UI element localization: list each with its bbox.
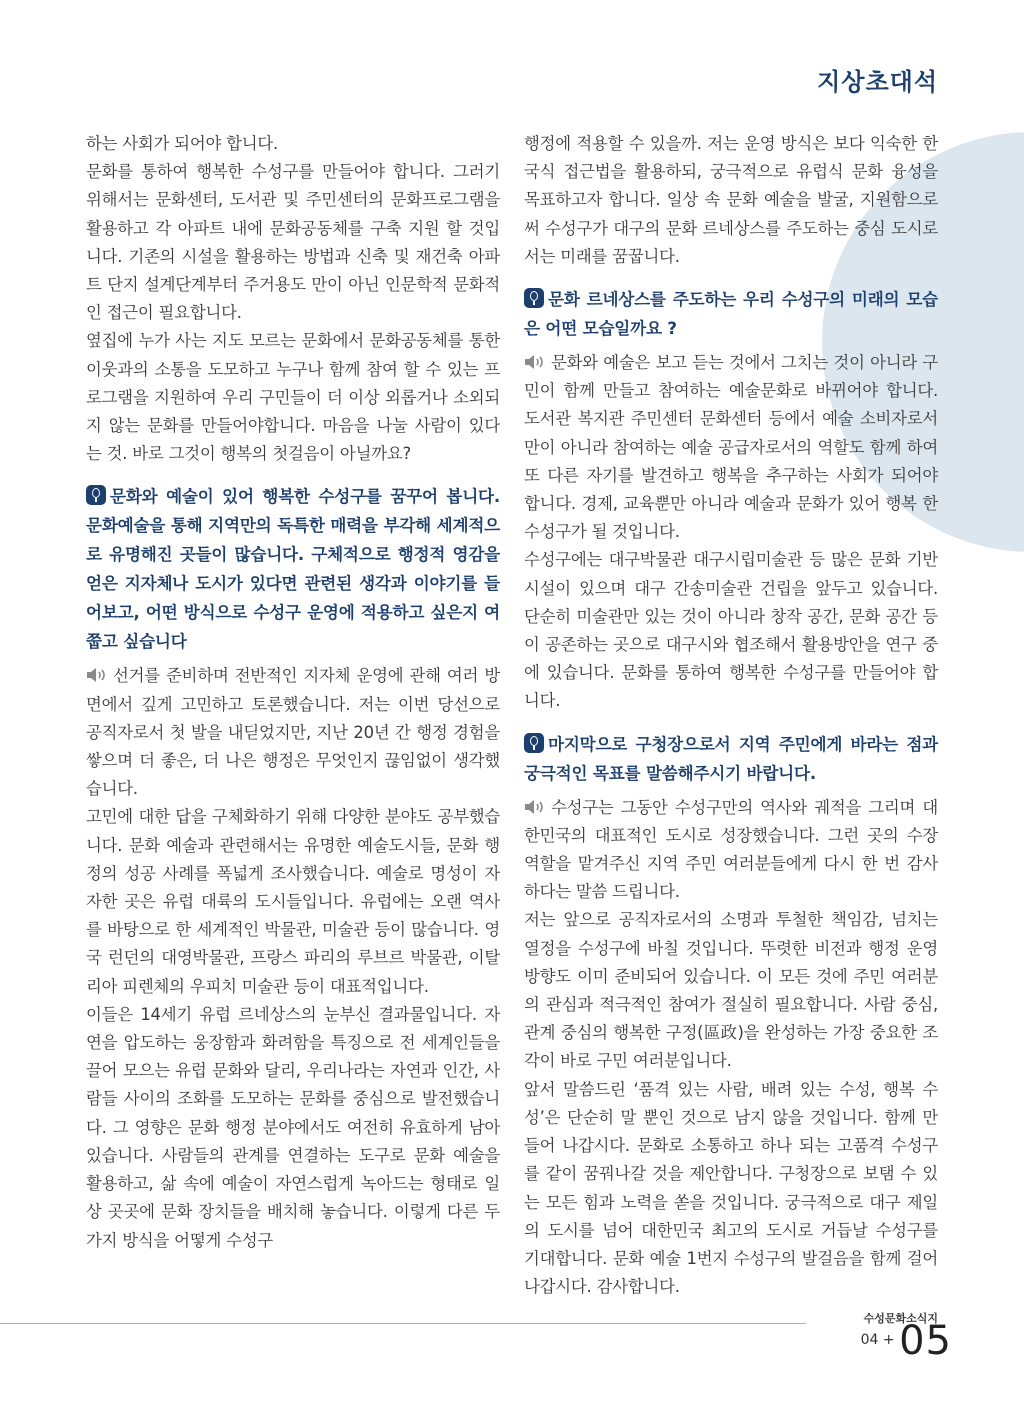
answer-text: 문화와 예술은 보고 듣는 것에서 그치는 것이 아니라 구민이 함께 만들고 참여하는 예술문화로 바뀌어야 합니다. 도서관 복지관 주민센터 문화센터 등에서 예술 소비자로서만이 아니라 참여하는 예술 공급자로서의 역할도 함께 하여 또 다른 자기를 발견하고 행복을 추구하는 사회가 되어야 합니다. 경제, 교육뿐만 아니라 예술과 문화가 있어 행복 한 수성구가 될 것입니다. xyxy=(524,353,938,542)
paragraph: 저는 앞으로 공직자로서의 소명과 투철한 책임감, 넘치는 열정을 수성구에 바칠 것입니다. 뚜렷한 비전과 행정 운영 방향도 이미 준비되어 있습니다. 이 모든 것에 주민 여러분의 관심과 적극적인 참여가 절실히 필요합니다. 사람 중심, 관계 중심의 행복한 구정(區政)을 완성하는 가장 중요한 조각이 바로 구민 여러분입니다. xyxy=(524,910,938,1071)
paragraph: 수성구에는 대구박물관 대구시립미술관 등 많은 문화 기반 시설이 있으며 대구 간송미술관 건립을 앞두고 있습니다. 단순히 미술관만 있는 것이 아니라 창작 공간, 문화 공간 등이 공존하는 곳으로 대구시와 협조해서 활용방안을 연구 중에 있습니다. 문화를 통하여 행복한 수성구를 만들어야 합니다. xyxy=(524,550,938,711)
paragraph: 이들은 14세기 유럽 르네상스의 눈부신 결과물입니다. 자연을 압도하는 웅장함과 화려함을 특징으로 전 세계인들을 끌어 모으는 유럽 문화와 달리, 우리나라는 자연과 인간, 사람들 사이의 조화를 도모하는 문화를 중심으로 발전했습니다. 그 영향은 문화 행정 분야에서도 여전히 유효하게 남아있습니다. 사람들의 관계를 연결하는 도구로 문화 예술을 활용하고, 삶 속에 예술이 자연스럽게 녹아드는 형태로 일상 곳곳에 문화 장치들을 배치해 놓습니다. 이렇게 다른 두 가지 방식을 어떻게 수성구 xyxy=(86,1004,500,1250)
question-text: 마지막으로 구청장으로서 지역 주민에게 바라는 점과 궁극적인 목표를 말씀해주시기 바랍니다. xyxy=(524,734,938,783)
speaker-icon xyxy=(524,799,548,815)
speaker-icon xyxy=(524,354,548,370)
left-column xyxy=(86,130,500,1255)
question-block xyxy=(524,730,938,788)
footer-divider xyxy=(0,1323,806,1324)
paragraph: 앞서 말씀드린 ‘품격 있는 사람, 배려 있는 수성, 행복 수성’은 단순히 말 뿐인 것으로 남지 않을 것입니다. 함께 만들어 나갑시다. 문화로 소통하고 하나 되는 고품격 수성구를 같이 꿈꿔나갈 것을 제안합니다. 구청장으로 보탬 수 있는 모든 힘과 노력을 쏟을 것입니다. 궁극적으로 대구 제일의 도시를 넘어 대한민국 최고의 도시로 거듭날 수성구를 기대합니다. 문화 예술 1번지 수성구의 발걸음을 함께 걸어 나갑시다. 감사합니다. xyxy=(524,1079,938,1297)
question-text: 문화 르네상스를 주도하는 우리 수성구의 미래의 모습은 어떤 모습일까요 ? xyxy=(524,290,938,339)
answer-paragraph xyxy=(524,794,938,907)
paragraph: 문화를 통하여 행복한 수성구를 만들어야 합니다. 그러기 위해서는 문화센터, 도서관 및 주민센터의 문화프로그램을 활용하고 각 아파트 내에 문화공동체를 구축 지원 할 것입니다. 기존의 시설을 활용하는 방법과 신축 및 재건축 아파트 단지 설계단계부터 주거용도 만이 아닌 인문학적 문화적인 접근이 필요합니다. xyxy=(86,162,500,323)
page-number xyxy=(861,1318,952,1364)
answer-text: 수성구는 그동안 수성구만의 역사와 궤적을 그리며 대한민국의 대표적인 도시로 성장했습니다. 그런 곳의 수장 역할을 맡겨주신 지역 주민 여러분들에게 다시 한 번 감사하다는 말씀 드립니다. xyxy=(524,797,938,902)
right-column xyxy=(524,130,938,1301)
question-icon xyxy=(524,288,544,308)
paragraph: 하는 사회가 되어야 합니다. xyxy=(86,134,279,153)
question-block xyxy=(524,285,938,343)
answer-text: 선거를 준비하며 전반적인 지자체 운영에 관해 여러 방면에서 깊게 고민하고 토론했습니다. 저는 이번 당선으로 공직자로서 첫 발을 내딛었지만, 지난 20년 간 행정 경험을 쌓으며 더 좋은, 더 나은 행정은 무엇인지 끊임없이 생각했습니다. xyxy=(86,666,500,799)
page-number-small: 04 + xyxy=(860,1332,895,1348)
paragraph: 고민에 대한 답을 구체화하기 위해 다양한 분야도 공부했습니다. 문화 예술과 관련해서는 유명한 예술도시들, 문화 행정의 성공 사례를 폭넓게 조사했습니다. 예술로 명성이 자자한 곳은 유럽 대륙의 도시들입니다. 유럽에는 오랜 역사를 바탕으로 한 세계적인 박물관, 미술관 등이 많습니다. 영국 런던의 대영박물관, 프랑스 파리의 루브르 박물관, 이탈리아 피렌체의 우피치 미술관 등이 대표적입니다. xyxy=(86,807,500,996)
answer-paragraph xyxy=(86,662,500,803)
paragraph: 행정에 적용할 수 있을까. 저는 운영 방식은 보다 익숙한 한국식 접근법을 활용하되, 궁극적으로 유럽식 문화 융성을 목표하고자 합니다. 일상 속 문화 예술을 발굴, 지원함으로써 수성구가 대구의 문화 르네상스를 주도하는 중심 도시로 서는 미래를 꿈꿉니다. xyxy=(524,134,938,266)
speaker-icon xyxy=(86,667,110,683)
page-number-big: 05 xyxy=(899,1318,952,1364)
question-icon xyxy=(524,733,544,753)
magazine-name: 수성문화소식지 xyxy=(863,1312,938,1325)
question-block xyxy=(86,482,500,656)
section-title: 지상초대석 xyxy=(817,68,938,96)
question-text: 문화와 예술이 있어 행복한 수성구를 꿈꾸어 봅니다. 문화예술을 통해 지역만의 독특한 매력을 부각해 세계적으로 유명해진 곳들이 많습니다. 구체적으로 행정적 영감을 얻은 지자체나 도시가 있다면 관련된 생각과 이야기를 들어보고, 어떤 방식으로 수성구 운영에 적용하고 싶은지 여쭙고 싶습니다 xyxy=(86,487,500,652)
paragraph: 옆집에 누가 사는 지도 모르는 문화에서 문화공동체를 통한 이웃과의 소통을 도모하고 누구나 함께 참여 할 수 있는 프로그램을 지원하여 우리 구민들이 더 이상 외롭거나 소외되지 않는 문화를 만들어야합니다. 마음을 나눌 사람이 있다는 것. 바로 그것이 행복의 첫걸음이 아닐까요? xyxy=(86,331,500,464)
question-icon xyxy=(86,485,106,505)
answer-paragraph xyxy=(524,349,938,546)
